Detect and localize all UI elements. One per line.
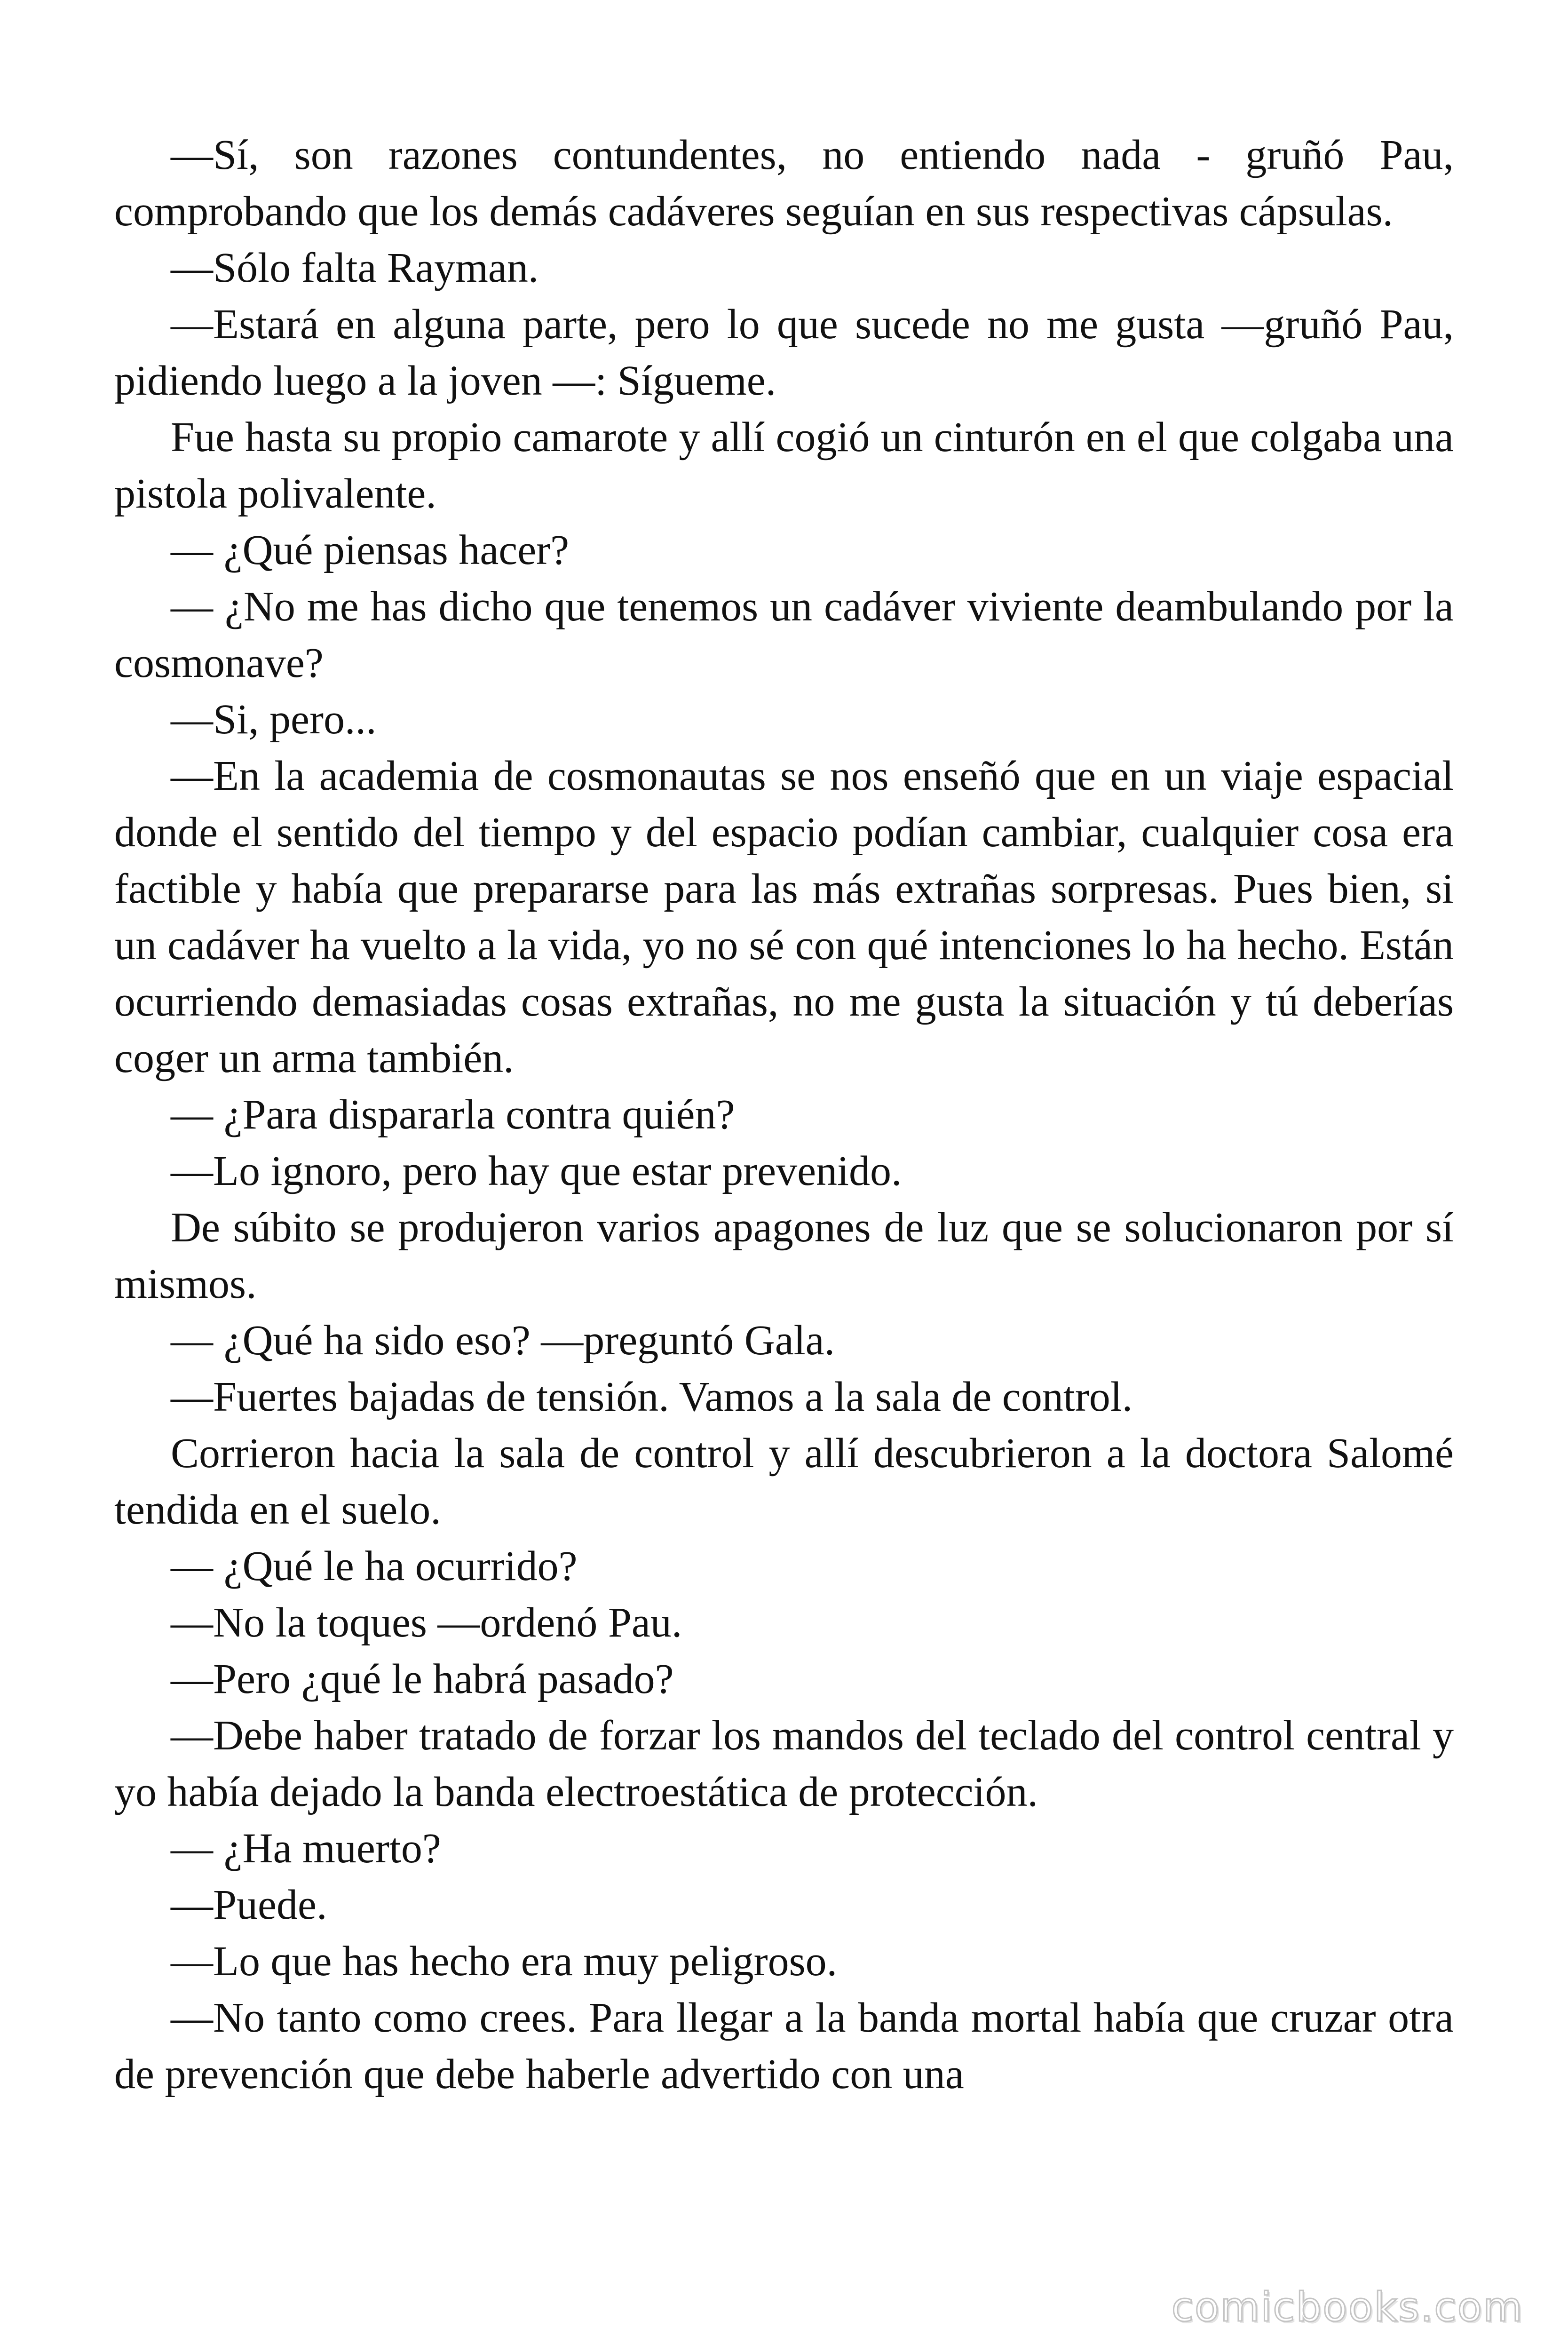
- paragraph: — ¿Ha muerto?: [171, 1825, 441, 1872]
- paragraph: — ¿Qué ha sido eso? —preguntó Gala.: [171, 1317, 835, 1364]
- paragraph: Fue hasta su propio camarote y allí cogió un cinturón en el que colgaba una pistola polivalente.: [114, 414, 1454, 517]
- paragraph: —Pero ¿qué le habrá pasado?: [171, 1656, 674, 1702]
- paragraph: Corrieron hacia la sala de control y allí descubrieron a la doctora Salomé tendida en el suelo.: [114, 1430, 1454, 1533]
- paragraph: —Fuertes bajadas de tensión. Vamos a la sala de control.: [171, 1374, 1133, 1420]
- paragraph: — ¿Para dispararla contra quién?: [171, 1091, 735, 1138]
- paragraph: —Lo que has hecho era muy peligroso.: [171, 1938, 838, 1985]
- paragraph: —En la academia de cosmonautas se nos enseñó que en un viaje espacial donde el sentido del tiempo y del espacio podían cambiar, cualquier cosa era factible y había que prepararse para las más extrañas sorpresas. Pues bien, si un cadáver ha vuelto a la vida, yo no sé con qué intenciones lo ha hecho. Están ocurriendo demasiadas cosas extrañas, no me gusta la situación y tú deberías coger un arma también.: [114, 753, 1454, 1081]
- paragraph: —Debe haber tratado de forzar los mandos del teclado del control central y yo había dejado la banda electroestática de protección.: [114, 1712, 1454, 1815]
- paragraph: De súbito se produjeron varios apagones de luz que se solucionaron por sí mismos.: [114, 1204, 1454, 1307]
- paragraph: — ¿No me has dicho que tenemos un cadáver viviente deambulando por la cosmonave?: [114, 583, 1454, 686]
- paragraph: —Puede.: [171, 1882, 327, 1928]
- watermark: comicbooks.com: [1171, 2284, 1523, 2331]
- paragraph: — ¿Qué piensas hacer?: [171, 527, 570, 573]
- paragraph: —No tanto como crees. Para llegar a la banda mortal había que cruzar otra de prevención que debe haberle advertido con una: [114, 1994, 1454, 2098]
- page-body: [114, 127, 1454, 2103]
- paragraph: —Estará en alguna parte, pero lo que sucede no me gusta —gruñó Pau, pidiendo luego a la joven —: Sígueme.: [114, 301, 1454, 404]
- paragraph: — ¿Qué le ha ocurrido?: [171, 1543, 578, 1589]
- paragraph: —Sí, son razones contundentes, no entiendo nada - gruñó Pau, comprobando que los demás cadáveres seguían en sus respectivas cápsulas.: [114, 132, 1454, 235]
- paragraph: —Lo ignoro, pero hay que estar prevenido.: [171, 1148, 902, 1194]
- paragraph: —Si, pero...: [171, 696, 377, 743]
- paragraph: —Sólo falta Rayman.: [171, 245, 539, 291]
- paragraph: —No la toques —ordenó Pau.: [171, 1599, 682, 1646]
